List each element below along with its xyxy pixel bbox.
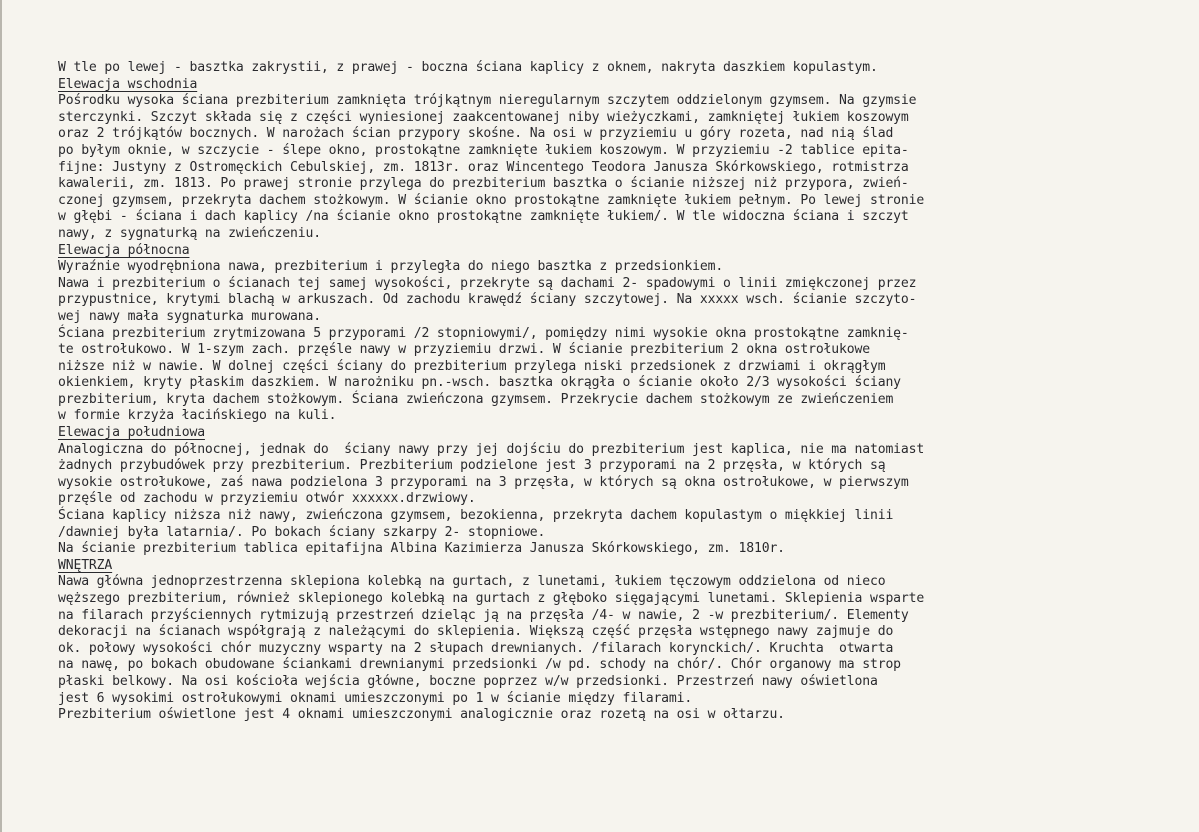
text-line: nawy, z sygnaturką na zwieńczeniu. [58, 225, 321, 241]
text-line: po byłym oknie, w szczycie - ślepe okno, prostokątne zamknięte łukiem koszowym. W przyziemiu -2 tablice epita- [58, 142, 909, 158]
text-line: ok. połowy wysokości chór muzyczny wsparty na 2 słupach drewnianych. /filarach korynckich/. Kruchta otwarta [58, 640, 894, 656]
text-line: na nawę, po bokach obudowane ściankami drewnianymi przedsionki /w pd. schody na chór/. Chór organowy ma strop [58, 657, 901, 673]
intro-line: W tle po lewej - basztka zakrystii, z prawej - boczna ściana kaplicy z oknem, nakryta daszkiem kopulastym. [58, 60, 878, 75]
text-line: oraz 2 trójkątów bocznych. W narożach ścian przypory skośne. Na osi w przyziemiu u góry rozeta, nad nią ślad [58, 126, 894, 142]
text-line: kawalerii, zm. 1813. Po prawej stronie przylega do prezbiterium basztka o ścianie niższej niż przypora, zwień- [58, 176, 909, 192]
text-line: Prezbiterium oświetlone jest 4 oknami umieszczonymi analogicznie oraz rozetą na osi w ołtarzu. [58, 707, 785, 723]
section-heading: Elewacja północna [58, 242, 190, 258]
text-line: okienkiem, kryty płaskim daszkiem. W narożniku pn.-wsch. basztka okrągła o ścianie około 2/3 wysokości ściany [58, 375, 901, 391]
text-line: na filarach przyściennych rytmizują przestrzeń dzieląc ją na przęsła /4- w nawie, 2 -w prezbiterium/. Elementy [58, 607, 909, 623]
text-line: Wyraźnie wyodrębniona nawa, prezbiterium i przyległa do niego basztka z przedsionkiem. [58, 259, 724, 275]
text-line: wysokie ostrołukowe, zaś nawa podzielona 3 przyporami na 3 przęsła, w których są okna ostrołukowe, w pierwszym [58, 474, 909, 490]
sections [58, 77, 1148, 724]
text-line: prezbiterium, kryta dachem stożkowym. Ściana zwieńczona gzymsem. Przekrycie dachem stożkowym ze zwieńczeniem [58, 391, 894, 407]
text-line: jest 6 wysokimi ostrołukowymi oknami umieszczonymi po 1 w ścianie między filarami. [58, 690, 693, 706]
text-line: Ściana kaplicy niższa niż nawy, zwieńczona gzymsem, bezokienna, przekryta dachem kopulastym o miękkiej linii [58, 508, 894, 524]
text-line: Ściana prezbiterium zrytmizowana 5 przyporami /2 stopniowymi/, pomiędzy nimi wysokie okna prostokątne zamknię- [58, 325, 909, 341]
text-line: sterczynki. Szczyt składa się z części wyniesionej zaakcentowanej niby wieżyczkami, zamkniętej łukiem koszowym [58, 109, 909, 125]
text-line: w głębi - ściana i dach kaplicy /na ścianie okno prostokątne zamknięte łukiem/. W tle widoczna ściana i szczyt [58, 209, 909, 225]
text-line: wej nawy mała sygnaturka murowana. [58, 308, 321, 324]
text-line: czonej gzymsem, przekryta dachem stożkowym. W ścianie okno prostokątne zamknięte łukiem pełnym. Po lewej stronie [58, 192, 925, 208]
text-line: węższego prezbiterium, również sklepionego kolebką na gurtach z głęboko sięgającymi lunetami. Sklepienia wsparte [58, 591, 925, 606]
text-line: Nawa i prezbiterium o ścianach tej samej wysokości, przekryte są dachami 2- spadowymi o linii zmiękczonej przez [58, 275, 917, 291]
text-line: Na ścianie prezbiterium tablica epitafijna Albina Kazimierza Janusza Skórkowskiego, zm. 1810r. [58, 541, 785, 557]
text-line: w formie krzyża łacińskiego na kuli. [58, 408, 337, 424]
text-line: /dawniej była latarnia/. Po bokach ściany szkarpy 2- stopniowe. [58, 524, 546, 540]
typewritten-text [58, 60, 1148, 724]
section-heading: WNĘTRZA [58, 557, 113, 573]
text-line: fijne: Justyny z Ostromęckich Cebulskiej, zm. 1813r. oraz Wincentego Teodora Janusza Skórkowskiego, rotmistrza [58, 159, 909, 175]
text-line: przęśle od zachodu w przyziemiu otwór xxxxxx.drzwiowy. [58, 491, 476, 507]
text-line: płaski belkowy. Na osi kościoła wejścia główne, boczne poprzez w/w przedsionki. Przestrzeń nawy oświetlona [58, 673, 878, 689]
text-line: Pośrodku wysoka ściana prezbiterium zamknięta trójkątnym nieregularnym szczytem oddzielonym gzymsem. Na gzymsie [58, 93, 917, 109]
section-heading: Elewacja wschodnia [58, 76, 198, 92]
text-line: dekoracji na ścianach współgrają z należącymi do sklepienia. Większą część przęsła wstępnego nawy zajmuje do [58, 624, 894, 640]
section-heading: Elewacja południowa [58, 425, 205, 441]
text-line: niższe niż w nawie. W dolnej części ściany do prezbiterium przylega niski przedsionek z drzwiami i okrągłym [58, 358, 886, 374]
text-line: przypustnice, krytymi blachą w arkuszach. Od zachodu krawędź ściany szczytowej. Na xxxxx wsch. ścianie szczyto- [58, 292, 917, 308]
text-line: te ostrołukowo. W 1-szym zach. przęśle nawy w przyziemiu drzwi. W ścianie prezbiterium 2 okna ostrołukowe [58, 342, 870, 358]
text-line: Analogiczna do północnej, jednak do ściany nawy przy jej dojściu do prezbiterium jest kaplica, nie ma natomiast [58, 441, 925, 457]
text-line: żadnych przybudówek przy prezbiterium. Prezbiterium podzielone jest 3 przyporami na 2 przęsła, w których są [58, 458, 886, 474]
text-line: Nawa główna jednoprzestrzenna sklepiona kolebką na gurtach, z lunetami, łukiem tęczowym oddzielona od nieco [58, 574, 886, 590]
